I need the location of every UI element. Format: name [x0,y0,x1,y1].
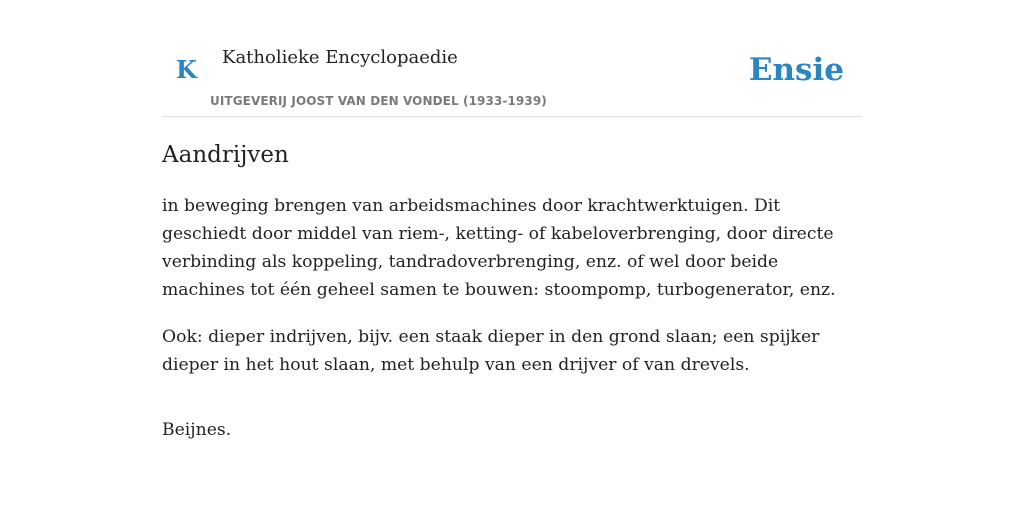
article-body [162,192,862,444]
site-title-link[interactable]: Katholieke Encyclopaedie [222,47,458,68]
page [162,0,862,512]
publisher-subtitle: UITGEVERIJ JOOST VAN DEN VONDEL (1933-1939) [210,94,547,108]
article-title: Aandrijven [162,142,289,168]
ensie-brand-link[interactable]: Ensie [748,52,844,88]
article-author: Beijnes. [162,420,232,440]
site-logo[interactable]: K [176,55,197,84]
site-header [162,0,862,117]
article-paragraph: in beweging brengen van arbeidsmachines door krachtwerktuigen. Dit geschiedt door middel van riem-, ketting- of kabeloverbrenging, door directe verbinding als koppeling, tandradoverbrenging, enz. of wel door beide machines tot één geheel samen te bouwen: stoompomp, turbogenerator, enz. [162,196,836,300]
article-paragraph: Ook: dieper indrijven, bijv. een staak dieper in den grond slaan; een spijker dieper in het hout slaan, met behulp van een drijver of van drevels. [162,327,820,375]
